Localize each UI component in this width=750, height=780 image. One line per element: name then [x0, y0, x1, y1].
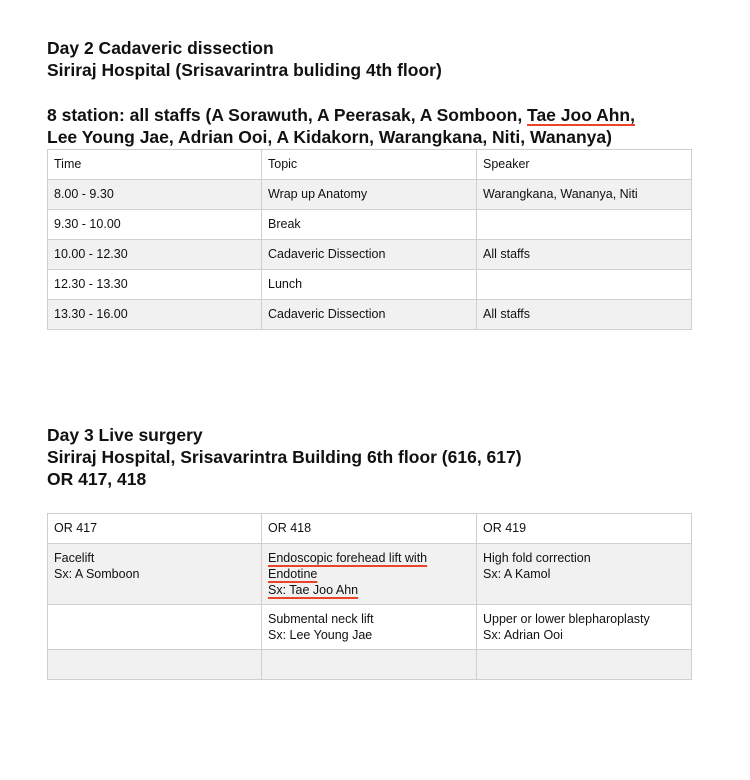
speaker-cell: All staffs [477, 240, 692, 270]
topic-cell: Cadaveric Dissection [262, 240, 477, 270]
day2-stations-line1 [47, 104, 635, 126]
table-row [48, 300, 692, 330]
topic-cell: Cadaveric Dissection [262, 300, 477, 330]
table-row [48, 544, 692, 605]
procedure-text: Submental neck lift [268, 612, 374, 626]
header-cell-or-418: OR 418 [262, 514, 477, 544]
surgery-cell [262, 605, 477, 650]
procedure-text-highlight: Endotine [268, 567, 318, 581]
topic-cell: Lunch [262, 270, 477, 300]
table-row [48, 210, 692, 240]
day3-surgery-table [47, 513, 692, 680]
time-cell: 8.00 - 9.30 [48, 180, 262, 210]
procedure-text-highlight: Endoscopic forehead lift with [268, 551, 428, 565]
day3-title: Day 3 Live surgery [47, 425, 203, 445]
surgeon-text: Sx: A Somboon [54, 567, 140, 581]
table-row [48, 650, 692, 680]
procedure-text: High fold correction [483, 551, 591, 565]
speaker-cell: Warangkana, Wananya, Niti [477, 180, 692, 210]
surgery-cell [48, 544, 262, 605]
surgeon-text-highlight: Sx: Tae Joo Ahn [268, 583, 359, 597]
speaker-cell [477, 270, 692, 300]
table-row [48, 240, 692, 270]
table-row [48, 270, 692, 300]
day3-venue: Siriraj Hospital, Srisavarintra Building 6th floor (616, 617) [47, 447, 522, 467]
procedure-text: Upper or lower blepharoplasty [483, 612, 650, 626]
time-cell: 13.30 - 16.00 [48, 300, 262, 330]
day2-schedule-table [47, 149, 692, 330]
surgery-cell [477, 544, 692, 605]
day2-stations-highlight: Tae Joo Ahn, [527, 105, 635, 125]
surgery-cell [477, 605, 692, 650]
topic-cell: Break [262, 210, 477, 240]
header-cell-time: Time [48, 150, 262, 180]
header-cell-speaker: Speaker [477, 150, 692, 180]
table-header-row [48, 514, 692, 544]
table-header-row [48, 150, 692, 180]
surgery-cell [48, 605, 262, 650]
surgeon-text: Sx: Lee Young Jae [268, 628, 373, 642]
header-cell-or-417: OR 417 [48, 514, 262, 544]
speaker-cell [477, 210, 692, 240]
topic-cell: Wrap up Anatomy [262, 180, 477, 210]
table-row [48, 180, 692, 210]
surgery-cell [477, 650, 692, 680]
day2-title: Day 2 Cadaveric dissection [47, 38, 274, 58]
time-cell: 10.00 - 12.30 [48, 240, 262, 270]
table-row [48, 605, 692, 650]
day2-stations-prefix: 8 station: all staffs (A Sorawuth, A Peerasak, A Somboon, [47, 105, 528, 125]
time-cell: 9.30 - 10.00 [48, 210, 262, 240]
surgery-cell [262, 544, 477, 605]
surgeon-text: Sx: Adrian Ooi [483, 628, 563, 642]
header-cell-or-419: OR 419 [477, 514, 692, 544]
procedure-text: Facelift [54, 551, 95, 565]
speaker-cell: All staffs [477, 300, 692, 330]
surgeon-text: Sx: A Kamol [483, 567, 551, 581]
day2-stations-line2: Lee Young Jae, Adrian Ooi, A Kidakorn, Warangkana, Niti, Wananya) [47, 127, 612, 147]
surgery-cell [262, 650, 477, 680]
surgery-cell [48, 650, 262, 680]
time-cell: 12.30 - 13.30 [48, 270, 262, 300]
day3-rooms: OR 417, 418 [47, 469, 147, 489]
header-cell-topic: Topic [262, 150, 477, 180]
day2-venue: Siriraj Hospital (Srisavarintra buliding 4th floor) [47, 60, 442, 80]
